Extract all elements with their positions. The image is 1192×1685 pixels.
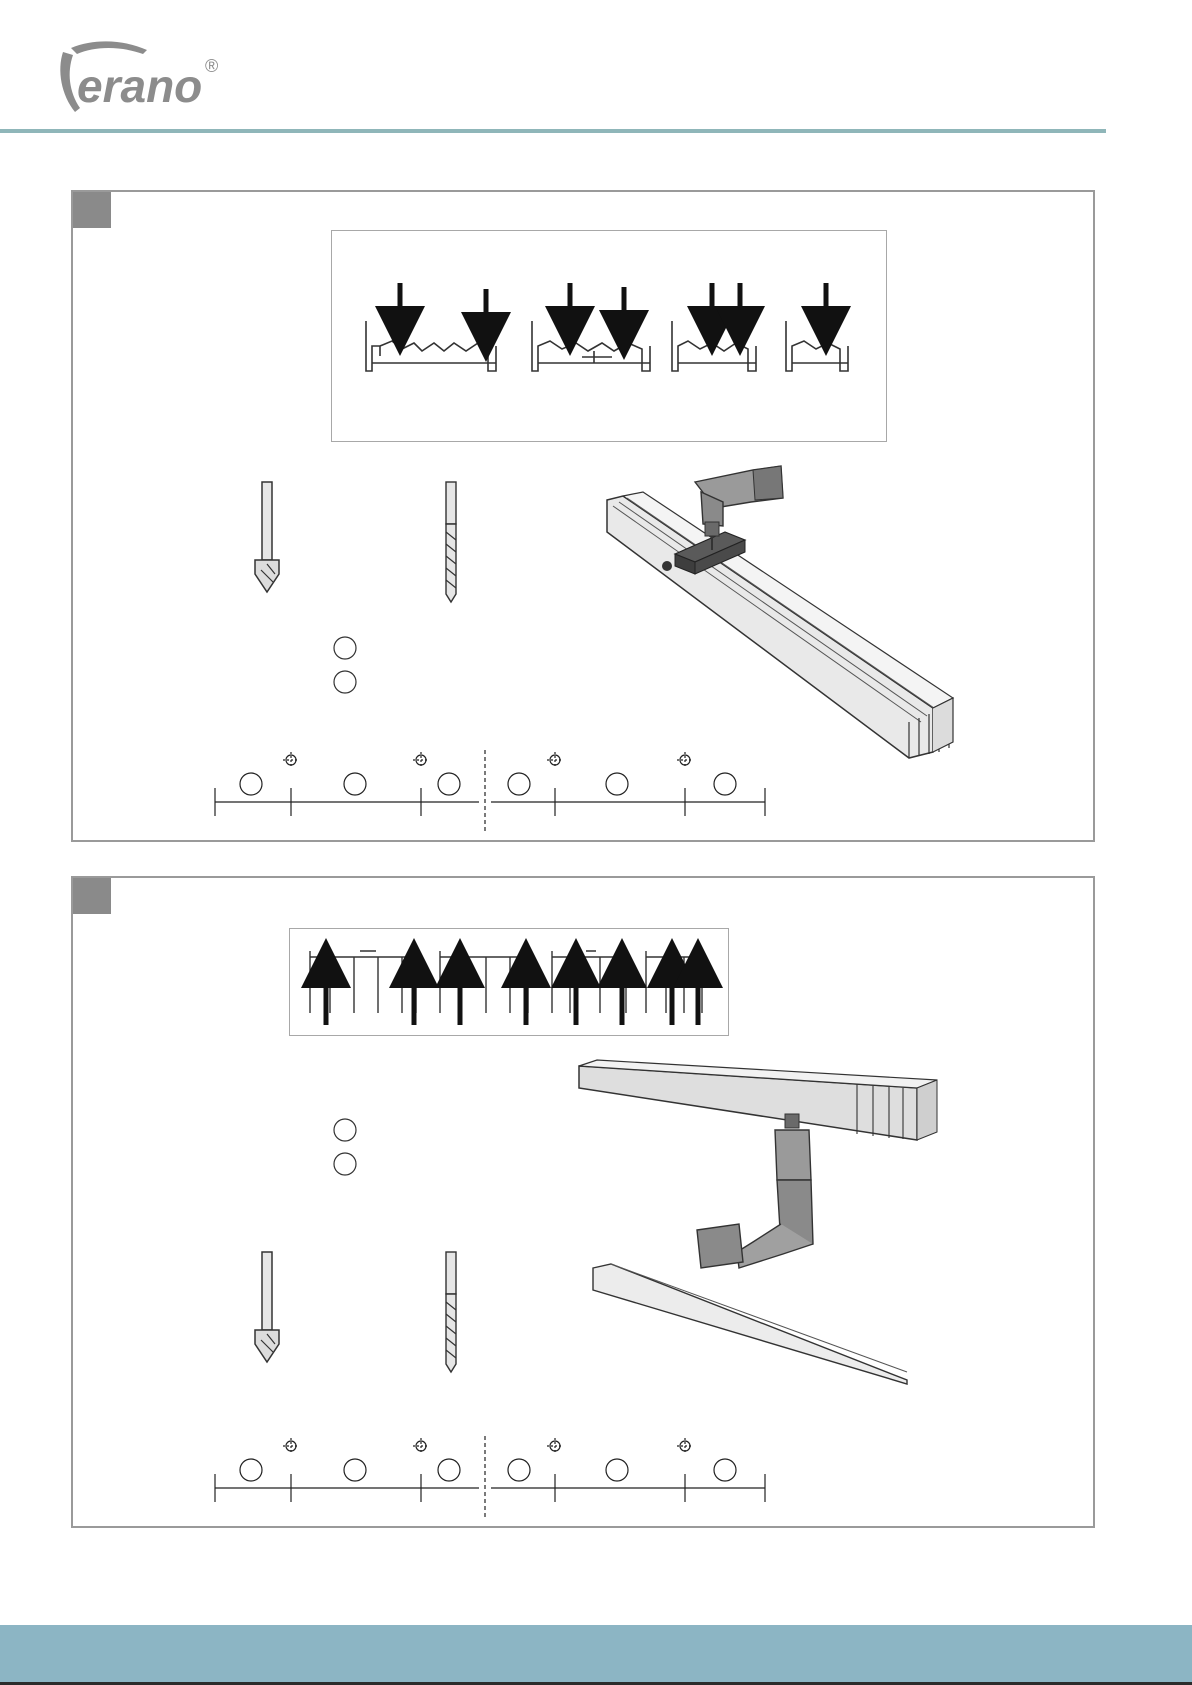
- twist-drill-bit-icon: [441, 1252, 461, 1374]
- rail-profiles-frame: [289, 928, 729, 1036]
- drill-step-top-panel: [71, 190, 1095, 842]
- header-rule: [0, 129, 1106, 133]
- drill-from-below-illustration: [577, 1054, 997, 1384]
- legend-callouts: [333, 1118, 357, 1178]
- rail-profile-icon: [290, 929, 730, 1037]
- logo-wordmark: erano: [77, 60, 203, 112]
- footer-band: [0, 1625, 1192, 1685]
- hole-spacing-diagram: [213, 740, 853, 834]
- twist-drill-bit-icon: [441, 482, 461, 604]
- drill-step-bottom-panel: [71, 876, 1095, 1528]
- legend-callouts: [333, 636, 357, 696]
- countersink-bit-icon: [247, 482, 287, 602]
- hole-spacing-diagram: [213, 1426, 853, 1520]
- drill-on-rail-illustration: [603, 462, 1003, 762]
- step-number-badge: [73, 192, 111, 228]
- verano-logo: [55, 40, 245, 120]
- rail-profile-icon: [332, 231, 888, 443]
- step-number-badge: [73, 878, 111, 914]
- rail-profiles-frame: [331, 230, 887, 442]
- registered-mark: ®: [205, 56, 219, 76]
- countersink-bit-icon: [247, 1252, 287, 1372]
